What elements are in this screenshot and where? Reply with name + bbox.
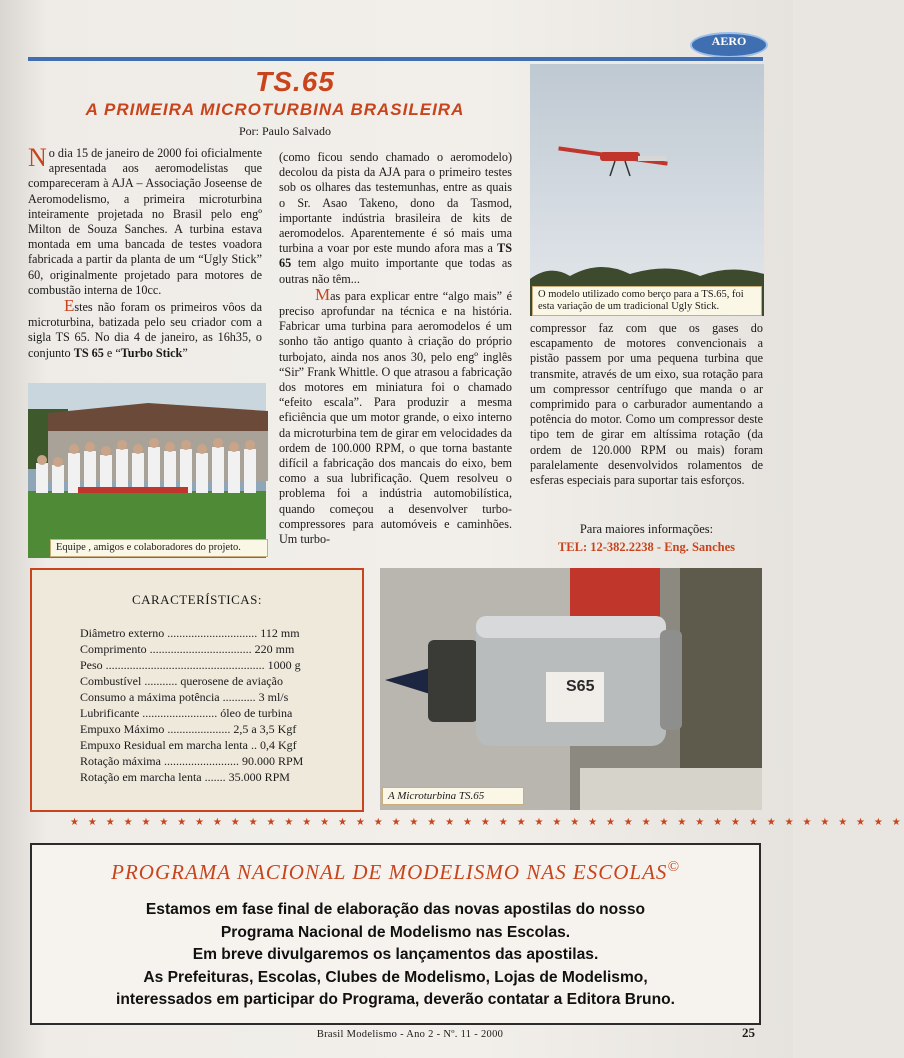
contact-info [530,520,763,556]
paragraph [279,284,512,547]
paragraph: compressor faz com que os gases do escapamento de motores convencionais a pistão passem por uma pequena turbina que transmite, através de um eixo, sua rotação para um compressor centrífugo que manda o ar comprimido para o carburador aumentando a potência do motor. Como um compressor deste tipo tem de girar em altíssima rotação (da ordem de 120.000 RPM ou mais) foram paralelamente desenvolvidos rolamentos de esferas especiais para suportar tais esforços. [530,321,763,488]
program-box [30,843,761,1025]
program-line: Em breve divulgaremos os lançamentos das apostilas. [192,946,599,963]
paragraph-text: tem algo muito importante que todas as outras não têm... [279,256,512,286]
program-line: Programa Nacional de Modelismo nas Escolas. [220,923,571,941]
turbine-photo [380,568,762,810]
program-line: interessados em participar do Programa, deverão contatar a Editora Bruno. [116,991,675,1008]
section-badge: AERO [690,32,768,58]
paragraph-text: e “ [103,345,121,360]
article-column-1 [28,143,262,382]
spec-item: Comprimento .................................. 220 mm [80,642,295,656]
article-column-3 [530,321,763,511]
paragraph [28,298,262,361]
program-title-text: PROGRAMA NACIONAL DE MODELISMO NAS ESCOLAS [111,860,668,884]
plane-photo [530,64,764,316]
spec-item: Empuxo Residual em marcha lenta .. 0,4 Kgf [80,738,297,752]
paragraph-text: stes não foram os primeiros vôos da microturbina, batizada pelo seu criador com a sigla TS 65. No dia 4 de janeiro, as 16h35, o conjunto [28,300,262,360]
drop-cap: M [315,284,331,304]
spec-item: Rotação máxima ......................... 90.000 RPM [80,754,304,768]
paragraph-text: (como ficou sendo chamado o aeromodelo) decolou da pista da AJA para o primeiro testes sob os olhares das testemunhas, entre as quais o Sr. Asao Takeno, dono da Tasmod, importante indústria brasileira de kits de aeromodelos. Aparentemente é só mais uma turbina a voar por este mundo afora mas a [279,150,512,256]
program-line: As Prefeituras, Escolas, Clubes de Modelismo, Lojas de Modelismo, [143,968,648,986]
contact-label: Para maiores informações: [579,522,714,536]
program-text [32,899,759,1012]
program-line: Estamos em fase final de elaboração das novas apostilas do nosso [145,901,646,918]
copyright-mark: © [667,859,680,875]
spec-item: Peso ..................................................... 1000 g [80,658,301,672]
spec-item: Consumo a máxima potência ........... 3 ml/s [80,690,289,704]
spec-item: Empuxo Máximo ..................... 2,5 a 3,5 Kgf [80,722,297,736]
drop-cap: E [64,296,75,316]
group-photo-caption: Equipe , amigos e colaboradores do projeto. [50,539,268,557]
paragraph-text: as para explicar entre “algo mais” é preciso aprofundar na técnica e na história. Fabricar uma turbina para aeromodelos é um sonho tão antigo quanto à criação do próprio turbojato, ainda nos anos 30, pelo engº inglês “Sir” Frank Whittle. O que atrasou a fabricação dos motores em miniatura foi o chamado “efeito escala”. Para produzir a mesma eficiência que um motor grande, o eixo interno da microturbina tem de girar em velocidades da ordem de 100.000 RPM, o que torna bastante difícil a fabricação dos mancais do eixo, bem como a sua lubrificação. Quem resolveu o problema foi a indústria automobilística, quando começou a desenvolver turbo-compressores para automóveis e caminhões. Um turbo- [279,288,512,547]
spec-item: Rotação em marcha lenta ....... 35.000 RPM [80,770,290,784]
specifications-box [30,568,364,812]
bold-text: TS 65 [73,345,104,360]
paragraph-text: o dia 15 de janeiro de 2000 foi oficialmente apresentada aos aeromodelistas que compareceram à AJA – Associação Joseense de Aeromodelismo, a primeira microturbina inteiramente projetada no Brasil pelo engº Milton de Souza Sanches. A turbina estava montada em uma bancada de testes voadora fabricada a partir da planta de um “Ugly Stick” 60, originalmente projetado para motores de combustão interna de 10cc. [28,146,262,297]
plane-photo-image [530,64,764,316]
spec-item: Lubrificante ......................... óleo de turbina [80,706,293,720]
turbine-photo-caption: A Microturbina TS.65 [382,787,524,805]
program-title [32,859,759,885]
spec-item: Combustível ........... querosene de aviação [80,674,283,688]
bold-text: TS 65 [279,241,512,271]
group-photo-image [28,383,266,558]
header-rule [28,57,763,61]
article-subtitle: A PRIMEIRA MICROTURBINA BRASILEIRA [85,100,465,119]
group-photo [28,383,266,558]
contact-phone: TEL: 12-382.2238 - Eng. Sanches [557,540,736,554]
paragraph [279,150,512,287]
paragraph-text: ” [182,345,188,360]
bold-text: Turbo Stick [120,345,183,360]
specifications-heading: CARACTERÍSTICAS: [131,592,263,607]
article-title: TS.65 [255,66,335,97]
plane-photo-caption: O modelo utilizado como berço para a TS.65, foi esta variação de um tradicional Ugly Stick. [532,286,762,316]
article-byline: Por: Paulo Salvado [239,124,331,138]
page-footer: Brasil Modelismo - Ano 2 - Nº. 11 - 2000 [316,1029,504,1040]
article-column-2 [279,150,512,558]
turbine-label: S65 [566,678,595,695]
paragraph [28,143,262,298]
page-number: 25 [742,1025,755,1040]
drop-cap: N [28,143,47,172]
spec-item: Diâmetro externo .............................. 112 mm [80,626,300,640]
star-separator: ★ ★ ★ ★ ★ ★ ★ ★ ★ ★ ★ ★ ★ ★ ★ ★ ★ ★ ★ ★ ★ ★ ★ ★ ★ ★ ★ ★ ★ ★ ★ ★ ★ ★ ★ ★ ★ ★ ★ ★ ★ ★ ★ ★ ★ ★ ★ [70,817,904,828]
